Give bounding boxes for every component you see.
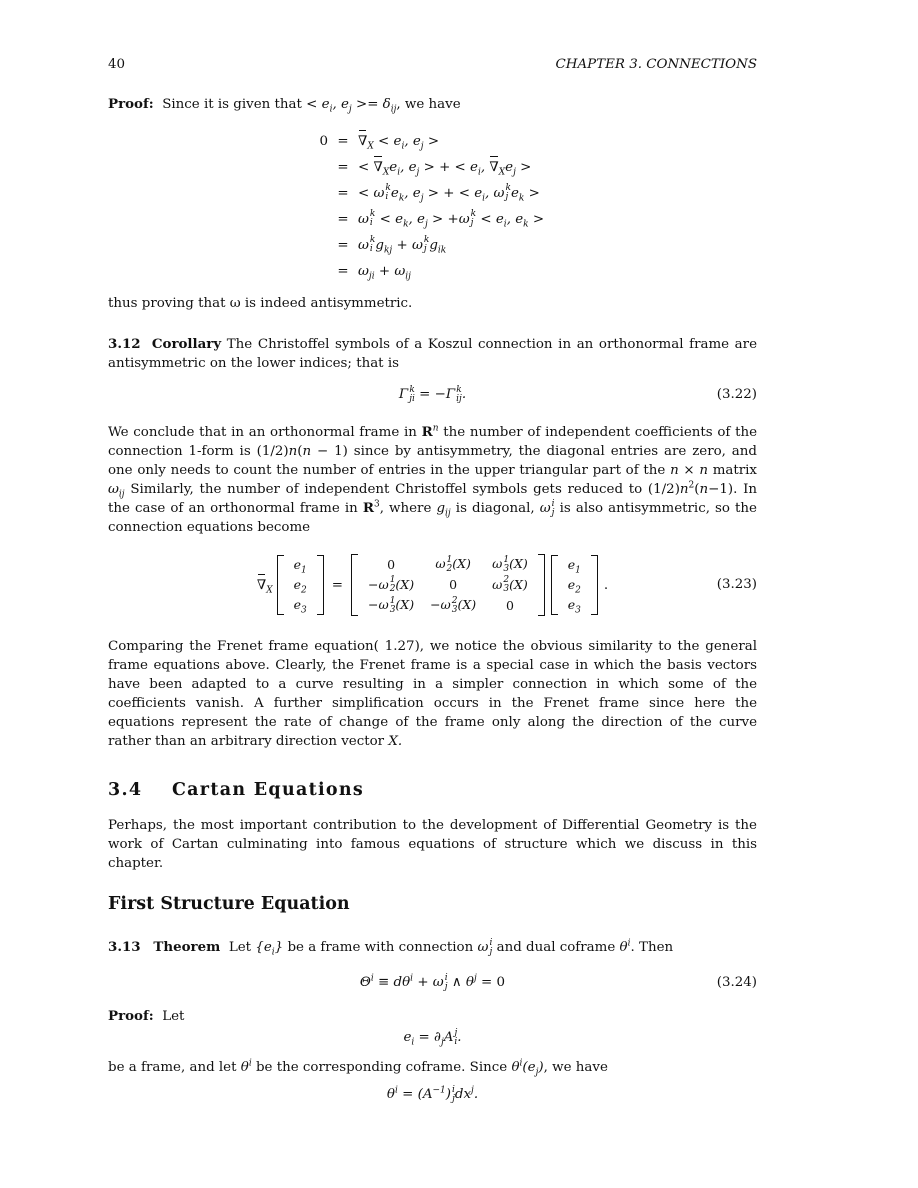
page-header (108, 55, 757, 75)
page-number: 40 (108, 57, 126, 72)
paragraph-cartan: Perhaps, the most important contribution to the development of Differential Geometry is the work of Cartan culminating into famous equations of structure which we discuss in this chapter. (108, 818, 757, 871)
corollary: 3.12 Corollary The Christoffel symbols of a Koszul connection in an orthonormal frame are antisymmetric on the lower indices; that is (108, 336, 757, 371)
equation-number: (3.23) (716, 577, 757, 592)
proof2-body: be a frame, and let $\theta^i$ be the corresponding coframe. Since $\theta^i(e_j)$, we have (108, 1058, 608, 1078)
frame-equation: $e_i = \partial_jA$ j i . (403, 1027, 462, 1048)
equation-3-24: $\Theta^i \equiv d\theta^i + \omega$ i j ∧ $\theta^j = 0$ (3.24) (359, 972, 757, 992)
equation-3-22: Γ k ji = −Γ k ij . (3.22) (398, 384, 757, 404)
paragraph-frenet: Comparing the Frenet frame equation( 1.27), we notice the obvious similarity to the general frame equations above. Clearly, the Frenet frame is a special case in which the basis vectors have been adapted to a curve resulting in a simpler connection in which some of the coefficients vanish. A further simplification occurs in the Frenet frame since here the equations represent the rate of change of the frame only along the direction of the curve rather than an arbitrary direction vector X. (108, 639, 757, 749)
equation-number: (3.24) (716, 975, 757, 990)
chapter-title: CHAPTER 3. CONNECTIONS (555, 57, 757, 72)
coframe-equation: $\theta^i = (A^{-1})$ i j $dx^j$. (386, 1084, 479, 1104)
subsection-heading: First Structure Equation (108, 894, 350, 914)
theorem: 3.13 Theorem Let $\{e_i\}$ be a frame with connection ω i j and dual coframe $\theta^i$. Then (108, 937, 674, 958)
page (108, 55, 757, 1104)
section-heading: 3.4 Cartan Equations (108, 780, 365, 800)
proof2-intro: Proof: Let (108, 1008, 185, 1024)
proof-label: Proof: (108, 96, 154, 112)
proof-conclusion: thus proving that ω is indeed antisymmetric. (108, 296, 413, 311)
proof-intro: Proof: Since it is given that < $e_i$, $e_j >= \delta_{ij}$, we have (108, 96, 461, 115)
proof-derivation: 0 = $\nabla_X < e_i$, $e_j$ > = < $\nabla_Xe_i$, $e_j$ > + < $e_i$, $\nabla_Xe_j$ > = < ω k i $e_k$, $e_j$ > + < $e_i$, ω k j $e_k$ > = ω k i < $e_k$, $e_j > +\omega$ k j < $e_i$, $e_k$ > = ω k i $g_{kj} + \omega$ k j $g_{ik}$ = $\omega_{ji} + \omega_{ij}$ (319, 133, 545, 282)
equation-3-23: $\nabla_X$ $e_1$ $e_2$ $e_3$ = 0 ω 1 2 (X) ω 1 3 (X) −ω 1 2 (X) 0 ω 2 3 (X) −ω 1 3 (X) −ω 2 3 (X) 0 $e_1$ $e_2$ $e_3$ . (3.23) (256, 554, 757, 616)
paragraph-orthonormal: We conclude that in an orthonormal frame in $R^n$ the number of independent coefficients of the connection 1-form is (1/2)n(n − 1) since by antisymmetry, the diagonal entries are zero, and one only needs to count the number of entries in the upper triangular part of the n × n matrix $\omega_{ij}$ Similarly, the number of independent Christoffel symbols gets reduced to $(1/2)n^2(n-1)$. In the case of an orthonormal frame in $R^3$, where $g_{ij}$ is diagonal, ω i j is also antisymmetric, so the connection equations become (108, 423, 758, 535)
equation-number: (3.22) (716, 387, 757, 402)
